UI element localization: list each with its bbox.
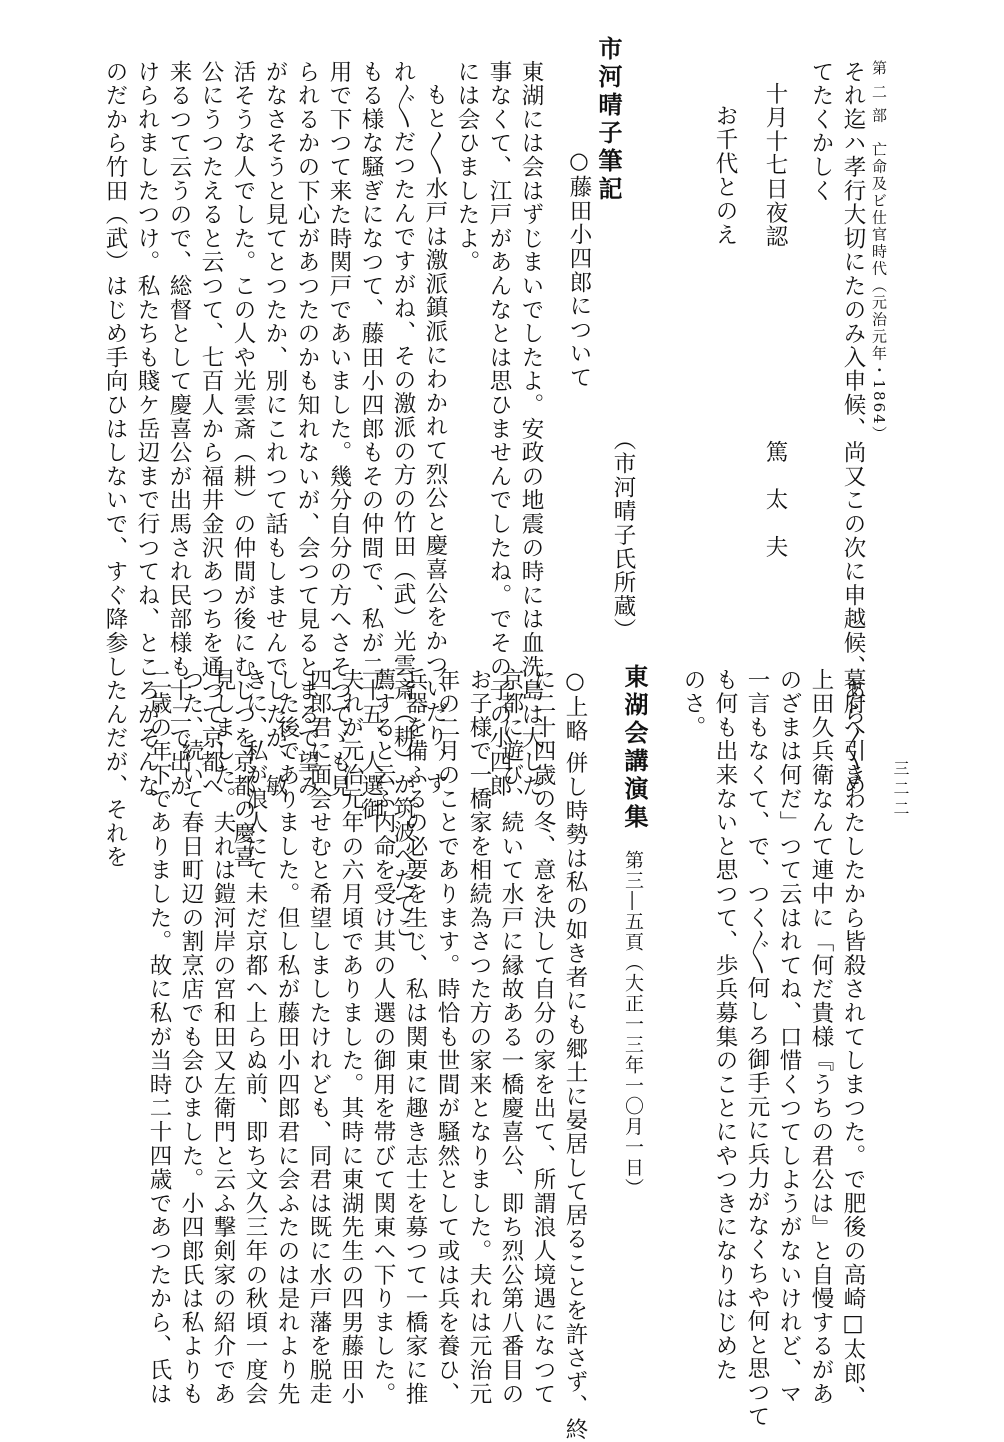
- text-line: した後でありました。但し私が藤田小四郎君に会ふたのは是れより先: [274, 668, 300, 1406]
- continuation-line: も何も出来ないと思つて、歩兵募集のことにやつきになりはじめた: [712, 668, 738, 1382]
- text-line: 東湖には会はずじまいでしたよ。安政の地震の時には血洗島は大した: [518, 60, 544, 798]
- text-line: に二十四歳の冬、意を決して自分の家を出て、所謂浪人境遇になつて: [530, 668, 556, 1406]
- text-line: 用で下つて来た時関戸であいました。幾分自分の方へさそつてゞも見: [326, 60, 352, 798]
- letter-date: 十月十七日夜認: [762, 82, 788, 249]
- text-line: 活そうな人でした。この人や光雲斎（耕）の仲間が後にむじつを京都の慶喜: [230, 60, 256, 870]
- section-subtitle-fujita: ○藤田小四郎について: [566, 148, 592, 390]
- text-line: けられましたつけ。私たちも賤ケ岳辺まで行つてね、ところがそんな: [134, 60, 160, 798]
- text-line: 京都に遊び、続いて水戸に縁故ある一橋慶喜公、即ち烈公第八番目の: [498, 668, 524, 1406]
- text-line: 薦すると云ふ内命を受け其の人選の御用を帯びて関東へ下りました。: [370, 668, 396, 1406]
- text-line: 公にうつたえると云つて、七百人から福井金沢あつちを通つて京都へ: [198, 60, 224, 798]
- text-line: られるかの下心があつたのかも知れないが、会つて見るとまるで望み: [294, 60, 320, 798]
- text-line: もる様な騒ぎになつて、藤田小四郎もその仲間で、私が二十五、人選御: [358, 60, 384, 822]
- letter-line: それ迄ハ孝行大切にたのみ入申候、尚又この次に申越候、あら〳〵め: [840, 60, 866, 797]
- text-line: がなさそうと見てとつたか、別にこれつて話もしませんでしたが、敏: [262, 60, 288, 798]
- letter-line: てたくかしく: [808, 60, 834, 203]
- continuation-line: 幕府へ引きわたしたから皆殺されてしまつた。で肥後の高崎□太郎、: [840, 668, 866, 1410]
- text-line: れ〴〵だつたんですがね、その激派の方の竹田（武）光雲斎（耕）が筑波へたてこ: [390, 60, 416, 940]
- text-line: 四郎君に面会せむと希望しましたけれども、同君は既に水戸藩を脱走: [306, 668, 332, 1406]
- text-line: もと〳〵水戸は激派鎮派にわかれて烈公と慶喜公をかついだり、す: [422, 83, 448, 796]
- section-title-toko: 東湖会講演集: [620, 664, 649, 832]
- running-head: 第 二 部 亡命及ビ仕官時代（元治元年・1864）: [870, 60, 888, 443]
- text-line: 事なくて、江戸があんなとは思ひませんでしたね。でその子の小四郎: [486, 60, 512, 798]
- text-line: きに、私が浪人にて未だ京都へ上らぬ前、即ち文久三年の秋頃一度会: [242, 668, 268, 1406]
- continuation-line: 一言もなくて、で、つく〴〵何しろ御手元に兵力がなくちや何と思つて: [744, 668, 770, 1429]
- text-line: のだから竹田（武）はじめ手向ひはしないで、すぐ降参したんだが、それを: [102, 60, 128, 870]
- continuation-line: 上田久兵衛なんて連中に「何だ貴様『うちの君公は』と自慢するがあ: [808, 668, 834, 1406]
- text-line: 来るつて云うので、総督として慶喜公が出馬され民部様も十二で出か: [166, 60, 192, 798]
- text-line: ○上略 併し時勢は私の如き者にも郷土に晏居して居ることを許さず、終: [562, 668, 588, 1442]
- letter-recipient: お千代とのえ: [712, 104, 738, 247]
- text-line: 二歳の年下でありました。故に私が当時二十四歳であつたから、氏は: [146, 668, 172, 1406]
- text-line: 見しました。夫れは鎧河岸の宮和田又左衛門と云ふ撃剣家の紹介であ: [210, 668, 236, 1406]
- text-line: には会ひましたよ。: [454, 60, 480, 275]
- section-title-ichikawa: 市河晴子筆記: [594, 36, 623, 204]
- text-line: 夫れが元治元年の六月頃でありました。其時に東湖先生の四男藤田小: [338, 668, 364, 1406]
- source-note: （市河晴子氏所蔵）: [610, 428, 636, 643]
- continuation-line: のさ。: [680, 668, 706, 740]
- section-reference: 第三―五頁（大正一三年一〇月一日）: [622, 850, 644, 1199]
- text-line: 兵器を備ふるの必要を生じ、私は関東に趣き志士を募つて一橋家に推: [402, 668, 428, 1406]
- page-number: 三二二: [891, 760, 910, 820]
- letter-signature: 篤 太 夫: [762, 440, 788, 559]
- text-line: つた、続いて春日町辺の割烹店でも会ひました。小四郎氏は私よりも: [178, 668, 204, 1406]
- text-line: お子様で一橋家を相続為さつた方の家来となりました。夫れは元治元: [466, 668, 492, 1406]
- text-line: 年の二月のことであります。時恰も世間が騒然として或は兵を養ひ、: [434, 668, 460, 1406]
- continuation-line: のざまは何だ」つて云はれてね、口惜くつてしようがないけれど、マ: [776, 668, 802, 1406]
